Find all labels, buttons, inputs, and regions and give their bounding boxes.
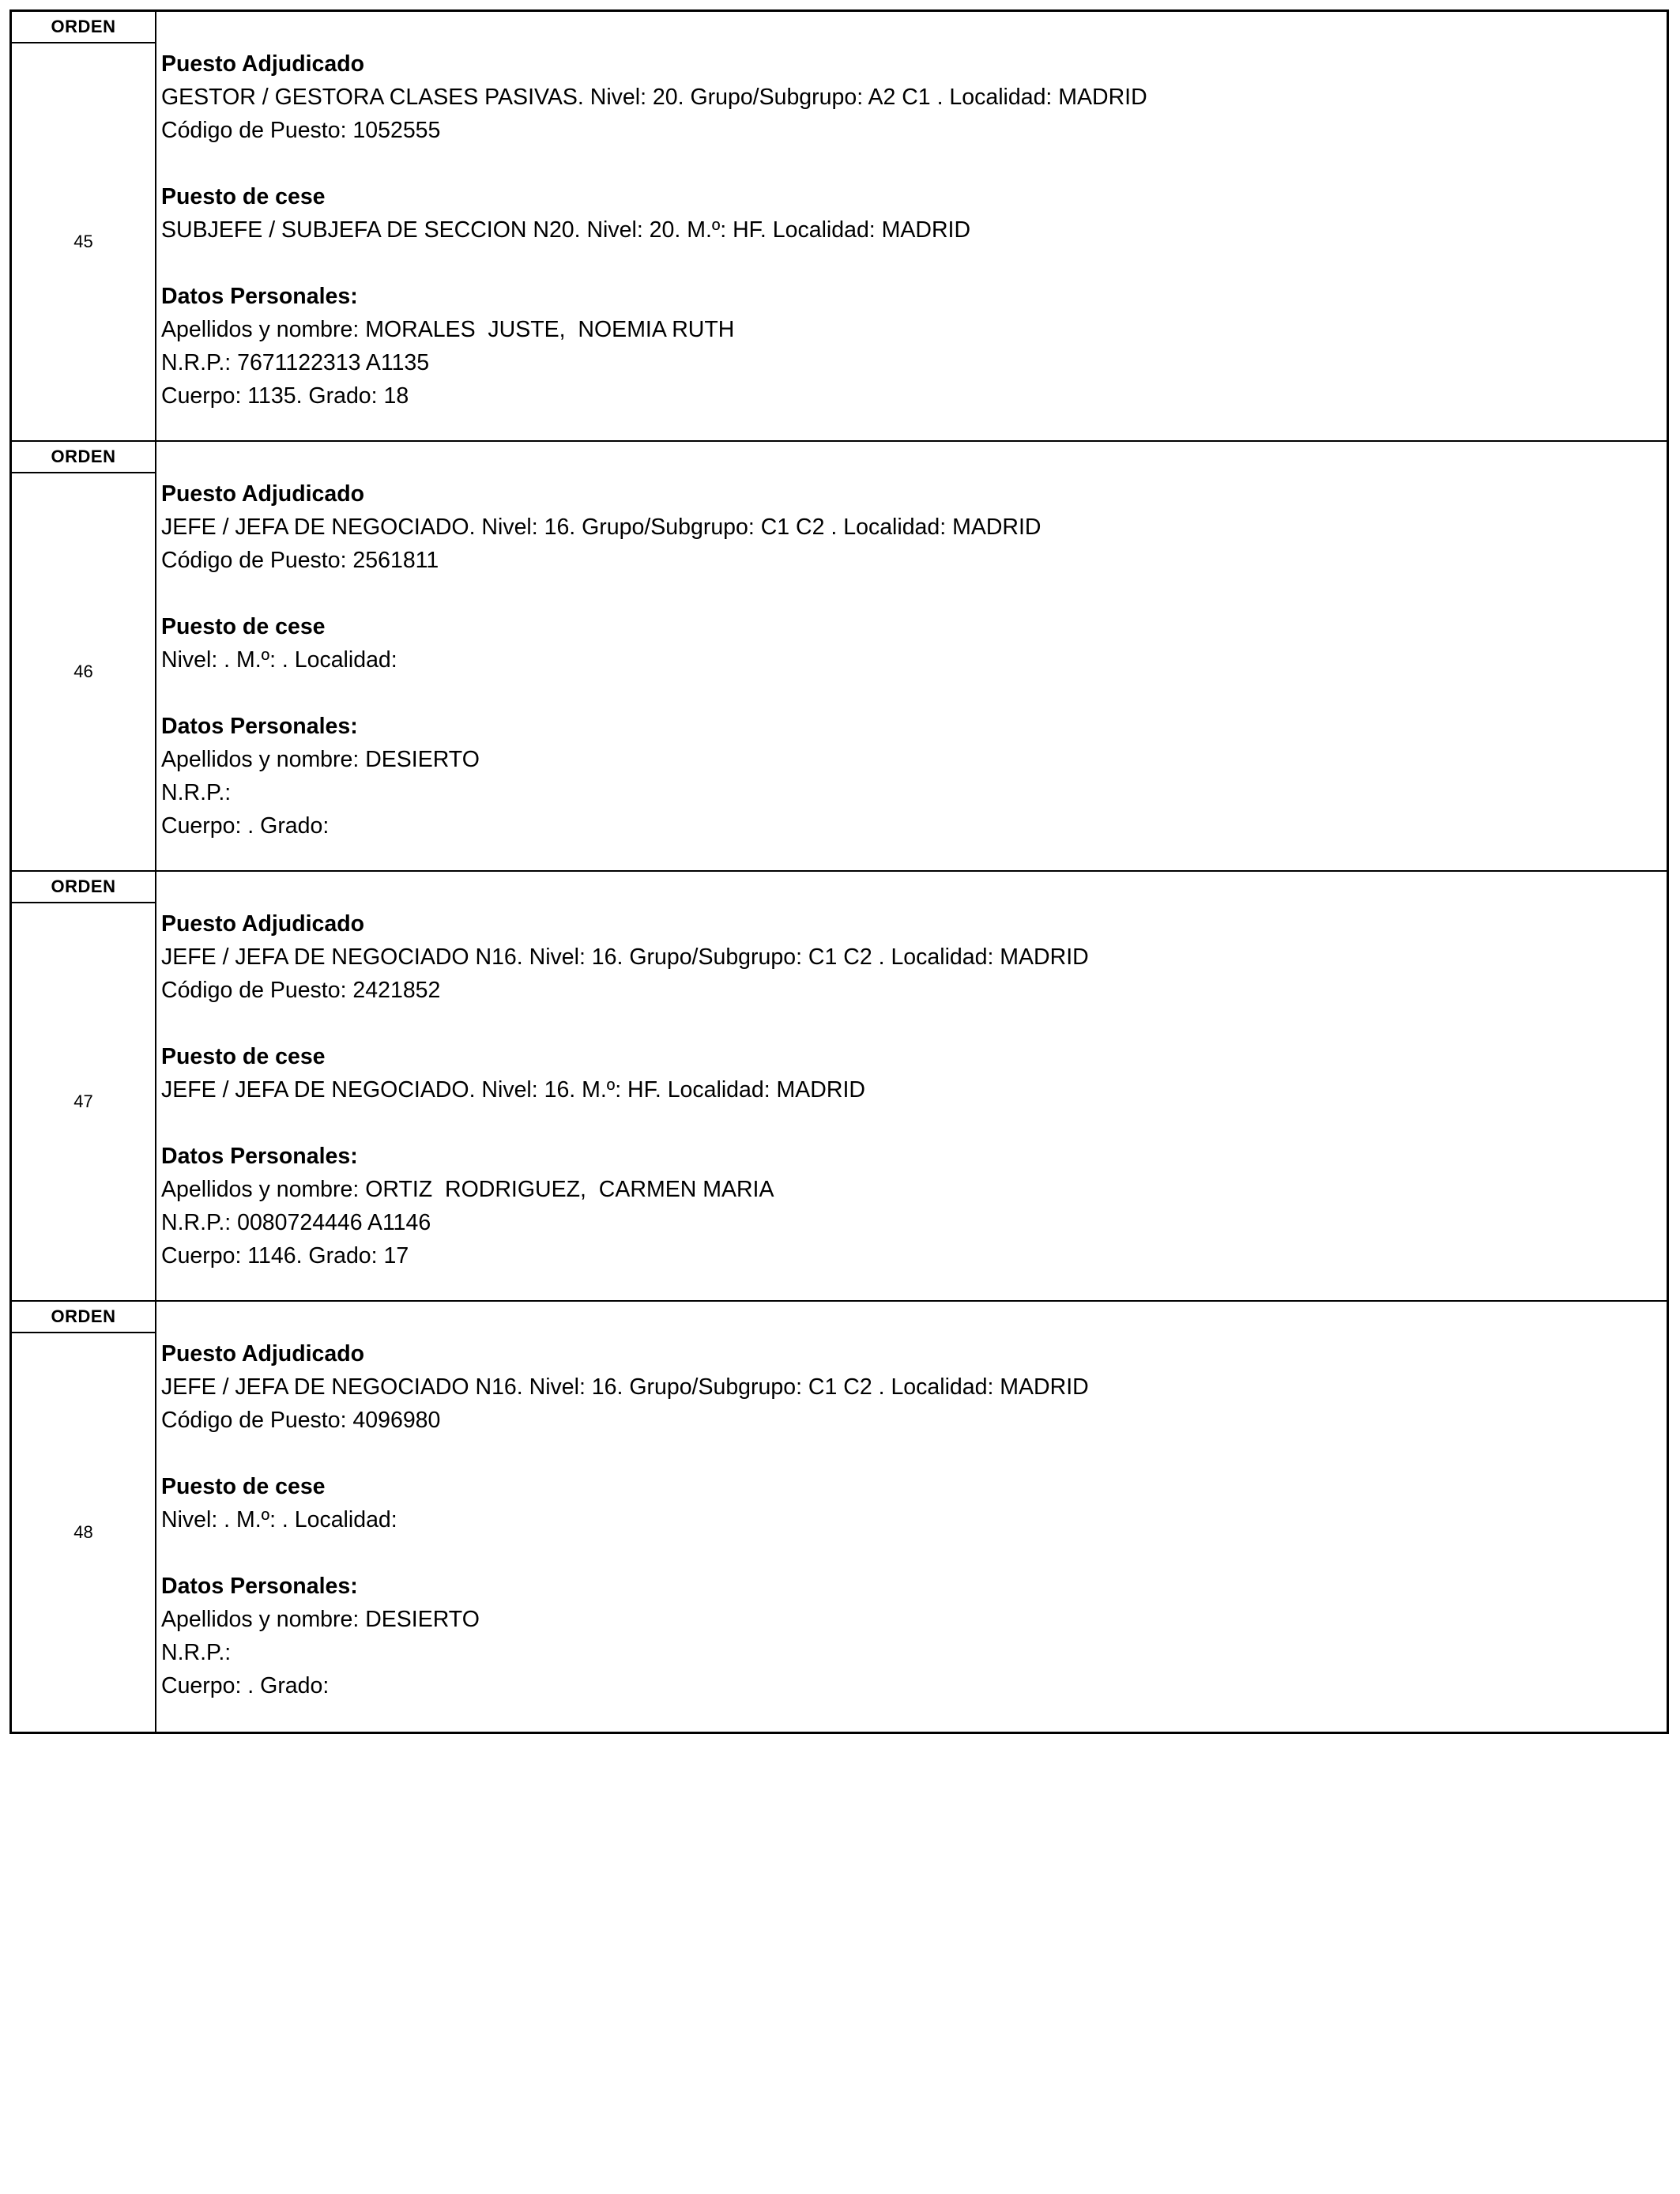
codigo-de-puesto: Código de Puesto: 2561811 [161, 548, 439, 573]
apellidos-nombre: Apellidos y nombre: MORALES JUSTE, NOEMIA RUTH [161, 317, 735, 342]
orden-column [12, 872, 156, 1300]
table-row [12, 12, 1667, 442]
orden-header: ORDEN [12, 442, 155, 473]
puesto-adjudicado-heading: Puesto Adjudicado [161, 51, 365, 77]
puesto-adjudicado-heading: Puesto Adjudicado [161, 481, 365, 507]
orden-number: 47 [73, 1091, 93, 1111]
cuerpo-grado: Cuerpo: 1135. Grado: 18 [161, 383, 409, 409]
datos-personales-heading: Datos Personales: [161, 1574, 358, 1599]
nrp: N.R.P.: [161, 1640, 232, 1665]
puesto-adjudicado-text: JEFE / JEFA DE NEGOCIADO N16. Nivel: 16. Grupo/Subgrupo: C1 C2 . Localidad: MADRID [161, 944, 1089, 970]
table-row [12, 872, 1667, 1302]
orden-number: 48 [73, 1522, 93, 1542]
puesto-adjudicado-text: GESTOR / GESTORA CLASES PASIVAS. Nivel: 20. Grupo/Subgrupo: A2 C1 . Localidad: MADRID [161, 85, 1147, 110]
orden-header: ORDEN [12, 872, 155, 903]
datos-personales-heading: Datos Personales: [161, 714, 358, 739]
codigo-de-puesto: Código de Puesto: 4096980 [161, 1408, 441, 1433]
puesto-de-cese-text: Nivel: . M.º: . Localidad: [161, 1507, 397, 1532]
cuerpo-grado: Cuerpo: 1146. Grado: 17 [161, 1243, 409, 1269]
entry-details [156, 1302, 1667, 1732]
cuerpo-grado: Cuerpo: . Grado: [161, 813, 330, 839]
apellidos-nombre: Apellidos y nombre: ORTIZ RODRIGUEZ, CARMEN MARIA [161, 1177, 774, 1202]
table-row [12, 1302, 1667, 1732]
puesto-de-cese-text: SUBJEFE / SUBJEFA DE SECCION N20. Nivel: 20. M.º: HF. Localidad: MADRID [161, 217, 971, 243]
entry-details [156, 442, 1667, 870]
nrp: N.R.P.: 0080724446 A1146 [161, 1210, 431, 1235]
table-row [12, 442, 1667, 872]
puesto-adjudicado-heading: Puesto Adjudicado [161, 911, 365, 937]
entry-details [156, 872, 1667, 1300]
puesto-adjudicado-heading: Puesto Adjudicado [161, 1341, 365, 1367]
orden-number: 46 [73, 662, 93, 681]
entry-details [156, 12, 1667, 440]
puesto-de-cese-heading: Puesto de cese [161, 184, 326, 209]
cuerpo-grado: Cuerpo: . Grado: [161, 1673, 330, 1698]
apellidos-nombre: Apellidos y nombre: DESIERTO [161, 1607, 480, 1632]
orden-number: 45 [73, 232, 93, 251]
orden-header: ORDEN [12, 12, 155, 43]
orden-header: ORDEN [12, 1302, 155, 1333]
orden-column [12, 12, 156, 440]
codigo-de-puesto: Código de Puesto: 1052555 [161, 118, 441, 143]
adjudication-table [9, 9, 1669, 1734]
datos-personales-heading: Datos Personales: [161, 284, 358, 309]
apellidos-nombre: Apellidos y nombre: DESIERTO [161, 747, 480, 772]
puesto-de-cese-heading: Puesto de cese [161, 1044, 326, 1069]
datos-personales-heading: Datos Personales: [161, 1144, 358, 1169]
puesto-adjudicado-text: JEFE / JEFA DE NEGOCIADO. Nivel: 16. Grupo/Subgrupo: C1 C2 . Localidad: MADRID [161, 515, 1042, 540]
puesto-de-cese-text: Nivel: . M.º: . Localidad: [161, 647, 397, 673]
puesto-de-cese-text: JEFE / JEFA DE NEGOCIADO. Nivel: 16. M.º: HF. Localidad: MADRID [161, 1077, 865, 1103]
nrp: N.R.P.: 7671122313 A1135 [161, 350, 430, 375]
puesto-de-cese-heading: Puesto de cese [161, 614, 326, 639]
orden-column [12, 1302, 156, 1732]
orden-column [12, 442, 156, 870]
nrp: N.R.P.: [161, 780, 232, 805]
codigo-de-puesto: Código de Puesto: 2421852 [161, 978, 441, 1003]
puesto-adjudicado-text: JEFE / JEFA DE NEGOCIADO N16. Nivel: 16. Grupo/Subgrupo: C1 C2 . Localidad: MADRID [161, 1374, 1089, 1400]
puesto-de-cese-heading: Puesto de cese [161, 1474, 326, 1499]
